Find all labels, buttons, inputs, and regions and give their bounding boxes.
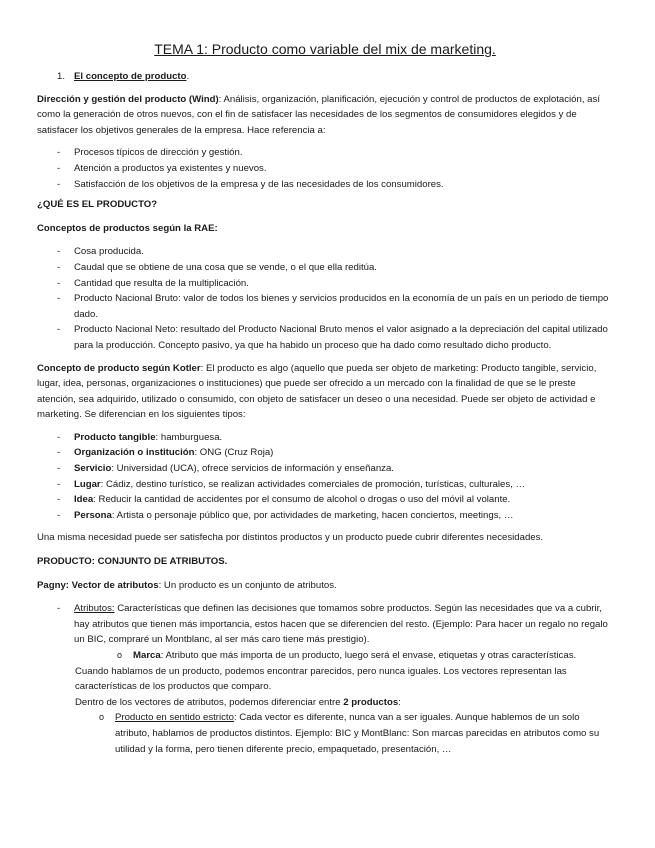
list-item: - Atención a productos ya existentes y nuevos. (74, 161, 613, 177)
item-term: Organización o institución (74, 447, 195, 459)
dentro-suffix: : (398, 696, 401, 708)
list-item: - Cosa producida. (74, 244, 613, 260)
dentro-bold: 2 productos (343, 696, 399, 708)
item-text: : Universidad (UCA), ofrece servicios de información y enseñanza. (111, 463, 394, 475)
list-item (74, 445, 613, 461)
list-item (74, 601, 613, 648)
item-text: : Artista o personaje público que, por actividades de marketing, hacen conciertos, meetings, … (111, 509, 514, 521)
list-item: - Producto Nacional Neto: resultado del Producto Nacional Bruto menos el valor asignado a la depreciación del capital utilizado para la producción. Concepto pasivo, ya que ha habido un proceso que ha dado como resultado dicho producto. (74, 322, 613, 353)
marca-term: Marca (133, 650, 161, 661)
list-item (74, 477, 613, 493)
estricto-text: : Cada vector es diferente, nunca van a ser iguales. Aunque hablemos de un solo atributo, hablamos de productos distintos. Ejemplo: BIC y MontBlanc: Son marcas parecidas en atributos como su utilidad y la forma, pero tienen diferente precio, empaquetado, presentación, … (115, 712, 600, 755)
section-suffix: . (186, 71, 190, 82)
kotler-term: Concepto de producto según Kotler (37, 362, 201, 374)
section-label: El concepto de producto (74, 71, 187, 82)
section-heading (74, 69, 613, 85)
marca-list (37, 648, 613, 664)
list-item (74, 461, 613, 477)
que-es-heading: ¿QUÉ ES EL PRODUCTO? (37, 199, 158, 211)
item-term: Servicio (74, 463, 112, 475)
kotler-list (37, 430, 613, 524)
dentro-text: Dentro de los vectores de atributos, podemos diferenciar entre (75, 696, 344, 708)
list-item: - Caudal que se obtiene de una cosa que se vende, o el que ella reditúa. (74, 260, 613, 276)
atributos-term: Atributos: (74, 603, 115, 615)
item-text: : ONG (Cruz Roja) (194, 447, 274, 459)
item-term: Persona (74, 509, 112, 521)
item-term: Producto tangible (74, 431, 156, 443)
page-title: TEMA 1: Producto como variable del mix de marketing. (154, 41, 496, 57)
item-term: Lugar (74, 478, 101, 490)
kotler-text: : El producto es algo (aquello que pueda ser objeto de marketing: Producto tangible, servicio, lugar, idea, personas, organizaciones o instituciones) que puede ser ofrecido a un mercado con la finalidad de que se le preste atención, sea adquirido, utilizado o consumido, con objeto de satisfacer un deseo o una necesidad. Puede ser objeto de actividad e marketing. Se diferencian en los siguientes tipos: (37, 362, 597, 421)
pagny-term: Pagny: Vector de atributos (37, 579, 159, 591)
list-item (74, 492, 613, 508)
estricto-list (37, 710, 613, 757)
dentro-paragraph (37, 695, 613, 711)
list-item (133, 648, 613, 664)
pagny-paragraph (37, 578, 613, 594)
rae-list (37, 244, 613, 353)
list-item (74, 508, 613, 524)
pagny-text: : Un producto es un conjunto de atributos. (158, 579, 337, 591)
list-item: - Producto Nacional Bruto: valor de todos los bienes y servicios producidos en la economía de un país en un periodo de tiempo dado. (74, 291, 613, 322)
direccion-list (37, 145, 613, 192)
direccion-text: : Análisis, organización, planificación, ejecución y control de productos de explotación, así como la generación de otros nuevos, con el fin de satisfacer las necesidades de los segmentos de consumidores elegidos y de satisfacer los objetivos generales de la empresa. Hace referencia a: (37, 93, 600, 136)
misma-necesidad-paragraph: Una misma necesidad puede ser satisfecha por distintos productos y un producto puede cubrir diferentes necesidades. (37, 532, 544, 544)
list-item: - Procesos típicos de dirección y gestión. (74, 145, 613, 161)
conjunto-heading: PRODUCTO: CONJUNTO DE ATRIBUTOS. (37, 556, 228, 568)
atributos-list (37, 601, 613, 648)
cuando-paragraph: Cuando hablamos de un producto, podemos encontrar parecidos, pero nunca iguales. Los vectores representan las características de los productos que comparo. (75, 665, 567, 693)
item-text: : Reducir la cantidad de accidentes por el consumo de alcohol o drogas o uso del móvil al volante. (93, 494, 511, 506)
item-term: Idea (74, 494, 94, 506)
list-item: - Cantidad que resulta de la multiplicación. (74, 276, 613, 292)
kotler-paragraph (37, 361, 613, 423)
direccion-term: Dirección y gestión del producto (Wind) (37, 93, 219, 105)
item-text: : hamburguesa. (155, 431, 223, 443)
marca-text: : Atributo que más importa de un producto, luego será el envase, etiquetas y otras características. (160, 650, 577, 661)
rae-heading: Conceptos de productos según la RAE: (37, 222, 218, 234)
list-item (74, 430, 613, 446)
atributos-text: Características que definen las decisiones que tomamos sobre productos. Según las necesidades que va a cubrir, hay atributos que tienen más importancia, estos hacen que se diferencien del resto. (Ejemplo: Para hacer un regalo no regalo un BIC, compraré un Montblanc, al ser más caro tiene más prestigio). (74, 603, 608, 646)
estricto-term: Producto en sentido estricto (115, 712, 234, 724)
direccion-paragraph (37, 92, 613, 139)
section-list (37, 69, 613, 85)
list-item: - Satisfacción de los objetivos de la empresa y de las necesidades de los consumidores. (74, 177, 613, 193)
list-item (115, 710, 613, 757)
item-text: : Cádiz, destino turístico, se realizan actividades comerciales de promoción, turísticas, culturales, … (100, 478, 526, 490)
